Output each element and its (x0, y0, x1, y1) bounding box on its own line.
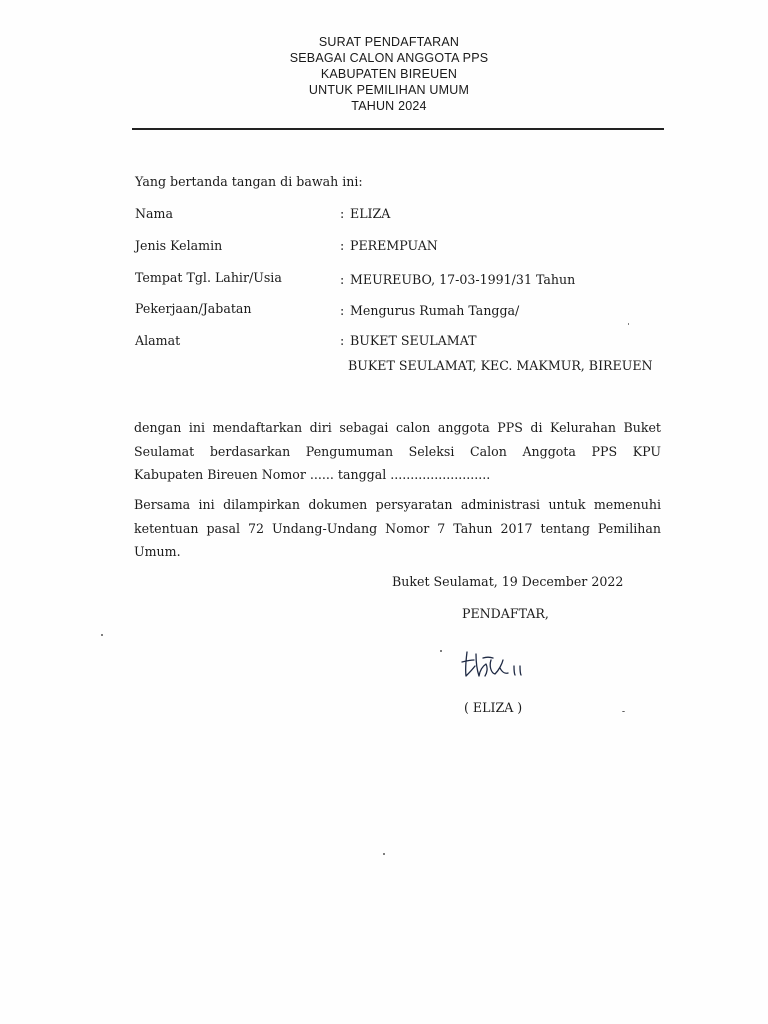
field-row-gender (135, 238, 675, 256)
field-value: Mengurus Rumah Tangga/ (350, 303, 520, 318)
intro-text: Yang bertanda tangan di bawah ini: (135, 174, 363, 189)
field-value: MEUREUBO, 17-03-1991/31 Tahun (350, 272, 576, 287)
attachment-paragraph (134, 493, 661, 564)
signer-name: ( ELIZA ) (464, 700, 523, 715)
header-title: SURAT PENDAFTARAN (318, 35, 460, 49)
paragraph-line: Bersama ini dilampirkan dokumen persyaratan administrasi untuk memenuhi (134, 497, 661, 512)
paragraph-line: Kabupaten Bireuen Nomor ...... tanggal ......................... (134, 467, 491, 482)
paragraph-line: Seulamat berdasarkan Pengumuman Seleksi Calon Anggota PPS KPU (134, 443, 661, 459)
field-label: Alamat (135, 333, 181, 348)
header-subtitle: SEBAGAI CALON ANGGOTA PPS (289, 51, 489, 65)
field-colon: : (340, 272, 345, 287)
scan-speck (628, 323, 629, 325)
header-divider (132, 128, 664, 130)
field-colon: : (340, 206, 345, 221)
field-value: PEREMPUAN (350, 238, 438, 253)
header-regency: KABUPATEN BIREUEN (320, 67, 458, 81)
field-colon: : (340, 238, 345, 253)
field-colon: : (340, 333, 345, 348)
scan-speck (622, 711, 625, 712)
field-row-name (135, 206, 675, 224)
address-line-2: BUKET SEULAMAT, KEC. MAKMUR, BIREUEN (348, 358, 653, 373)
signatory-role: PENDAFTAR, (462, 606, 549, 621)
field-colon: : (340, 303, 345, 318)
field-label: Pekerjaan/Jabatan (135, 301, 252, 316)
scan-speck (440, 650, 442, 652)
field-row-birth (135, 270, 675, 288)
paragraph-line: dengan ini mendaftarkan diri sebagai calon anggota PPS di Kelurahan Buket (134, 420, 661, 435)
scan-speck (101, 634, 103, 636)
field-row-occupation (135, 301, 675, 319)
document-header (0, 34, 768, 114)
field-value: BUKET SEULAMAT (350, 333, 477, 348)
handwritten-signature (458, 640, 538, 688)
scan-speck (383, 853, 385, 855)
place-date: Buket Seulamat, 19 December 2022 (392, 574, 624, 589)
field-label: Nama (135, 206, 173, 221)
field-label: Jenis Kelamin (135, 238, 223, 253)
field-value: ELIZA (350, 206, 391, 221)
field-label: Tempat Tgl. Lahir/Usia (135, 270, 282, 285)
paragraph-line: Umum. (134, 544, 181, 559)
header-election: UNTUK PEMILIHAN UMUM (308, 83, 470, 97)
paragraph-line: ketentuan pasal 72 Undang-Undang Nomor 7 Tahun 2017 tentang Pemilihan (134, 520, 661, 536)
registration-paragraph (134, 416, 661, 487)
field-row-address (135, 333, 675, 351)
header-year: TAHUN 2024 (351, 99, 427, 113)
